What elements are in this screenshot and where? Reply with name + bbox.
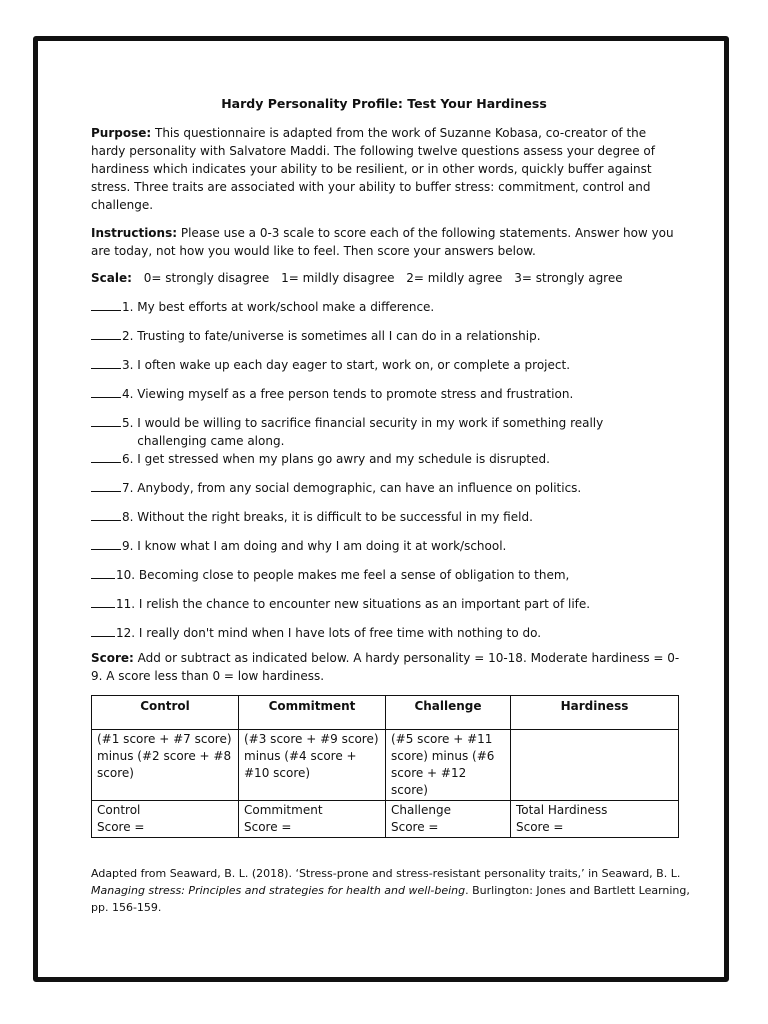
list-item: 3. I often wake up each day eager to start, work on, or complete a project. [91,356,681,385]
score-blank[interactable] [91,508,121,521]
question-text-continued: challenging came along. [137,434,285,448]
question-text: I really don't mind when I have lots of free time with nothing to do. [138,626,542,640]
scale-option: 0= strongly disagree [143,271,270,285]
list-item: 9. I know what I am doing and why I am doing it at work/school. [91,537,681,566]
table-cell: (#3 score + #9 score) minus (#4 score + #10 score) [239,730,386,801]
table-row [92,801,679,838]
scale-option: 3= strongly agree [514,271,623,285]
scale-label: Scale: [91,271,132,285]
instructions-paragraph [91,224,681,260]
questionnaire [91,95,681,838]
list-item: 7. Anybody, from any social demographic, can have an influence on politics. [91,479,681,508]
scale-option: 1= mildly disagree [281,271,395,285]
question-text: I relish the chance to encounter new situations as an important part of life. [138,597,591,611]
question-text: Viewing myself as a free person tends to promote stress and frustration. [137,387,574,401]
score-blank[interactable] [91,327,121,340]
list-item: 10. Becoming close to people makes me feel a sense of obligation to them, [91,566,681,595]
list-item: 6. I get stressed when my plans go awry and my schedule is disrupted. [91,450,681,479]
table-cell[interactable]: Total Hardiness Score = [511,801,679,838]
table-header: Challenge [386,696,511,730]
score-text: Add or subtract as indicated below. A hardy personality = 10-18. Moderate hardiness = 0-9. A score less than 0 = low hardiness. [91,651,680,683]
score-blank[interactable] [91,356,121,369]
citation-footer: Adapted from Seaward, B. L. (2018). ‘Stress-prone and stress-resistant personality traits,’ in Seaward, B. L. Managing stress: Principles and strategies for health and well-being. Burlington: Jones and Bartlett Learning, pp. 156-159. [91,867,690,914]
table-cell[interactable]: Commitment Score = [239,801,386,838]
instructions-text: Please use a 0-3 scale to score each of the following statements. Answer how you are today, not how you would like to feel. Then score your answers below. [91,226,674,258]
scale-option: 2= mildly agree [406,271,503,285]
question-text: I get stressed when my plans go awry and my schedule is disrupted. [137,452,550,466]
score-blank[interactable] [91,566,115,579]
question-list [91,298,681,653]
purpose-paragraph [91,124,681,214]
table-cell: (#1 score + #7 score) minus (#2 score + #8 score) [92,730,239,801]
table-header: Control [92,696,239,730]
question-text: I know what I am doing and why I am doing it at work/school. [137,539,507,553]
table-header-row [92,696,679,730]
question-text: Trusting to fate/universe is sometimes all I can do in a relationship. [137,329,541,343]
score-blank[interactable] [91,479,121,492]
list-item: 11. I relish the chance to encounter new situations as an important part of life. [91,595,681,624]
book-title: Managing stress: Principles and strategies for health and well-being [91,884,466,897]
list-item: 8. Without the right breaks, it is difficult to be successful in my field. [91,508,681,537]
question-text: My best efforts at work/school make a difference. [137,300,435,314]
scoring-table [91,695,679,838]
table-header: Commitment [239,696,386,730]
score-blank[interactable] [91,595,115,608]
instructions-label: Instructions: [91,226,178,240]
score-blank[interactable] [91,385,121,398]
table-cell: (#5 score + #11 score) minus (#6 score + #12 score) [386,730,511,801]
question-text: I often wake up each day eager to start, work on, or complete a project. [137,358,571,372]
score-blank[interactable] [91,537,121,550]
score-blank[interactable] [91,298,121,311]
list-item: 12. I really don't mind when I have lots of free time with nothing to do. [91,624,681,653]
question-text: Anybody, from any social demographic, can have an influence on politics. [137,481,582,495]
scale-legend [91,269,681,287]
score-paragraph [91,649,681,685]
table-cell[interactable]: Control Score = [92,801,239,838]
list-item: 1. My best efforts at work/school make a difference. [91,298,681,327]
score-blank[interactable] [91,624,115,637]
question-text: Becoming close to people makes me feel a sense of obligation to them, [138,568,570,582]
page-title: Hardy Personality Profile: Test Your Hardiness [221,96,547,111]
table-header: Hardiness [511,696,679,730]
list-item: 2. Trusting to fate/universe is sometimes all I can do in a relationship. [91,327,681,356]
table-cell[interactable]: Challenge Score = [386,801,511,838]
list-item: 4. Viewing myself as a free person tends to promote stress and frustration. [91,385,681,414]
question-text: I would be willing to sacrifice financial security in my work if something really [137,416,604,430]
score-blank[interactable] [91,414,121,427]
list-item: 5. I would be willing to sacrifice financial security in my work if something really challenging came along. [91,414,681,450]
table-cell [511,730,679,801]
purpose-text: This questionnaire is adapted from the work of Suzanne Kobasa, co-creator of the hardy personality with Salvatore Maddi. The following twelve questions assess your degree of hardiness which indicates your ability to be resilient, or in other words, quickly buffer against stress. Three traits are associated with your ability to buffer stress: commitment, control and challenge. [91,126,655,212]
table-row [92,730,679,801]
score-label: Score: [91,651,134,665]
score-blank[interactable] [91,450,121,463]
question-text: Without the right breaks, it is difficult to be successful in my field. [137,510,533,524]
purpose-label: Purpose: [91,126,152,140]
